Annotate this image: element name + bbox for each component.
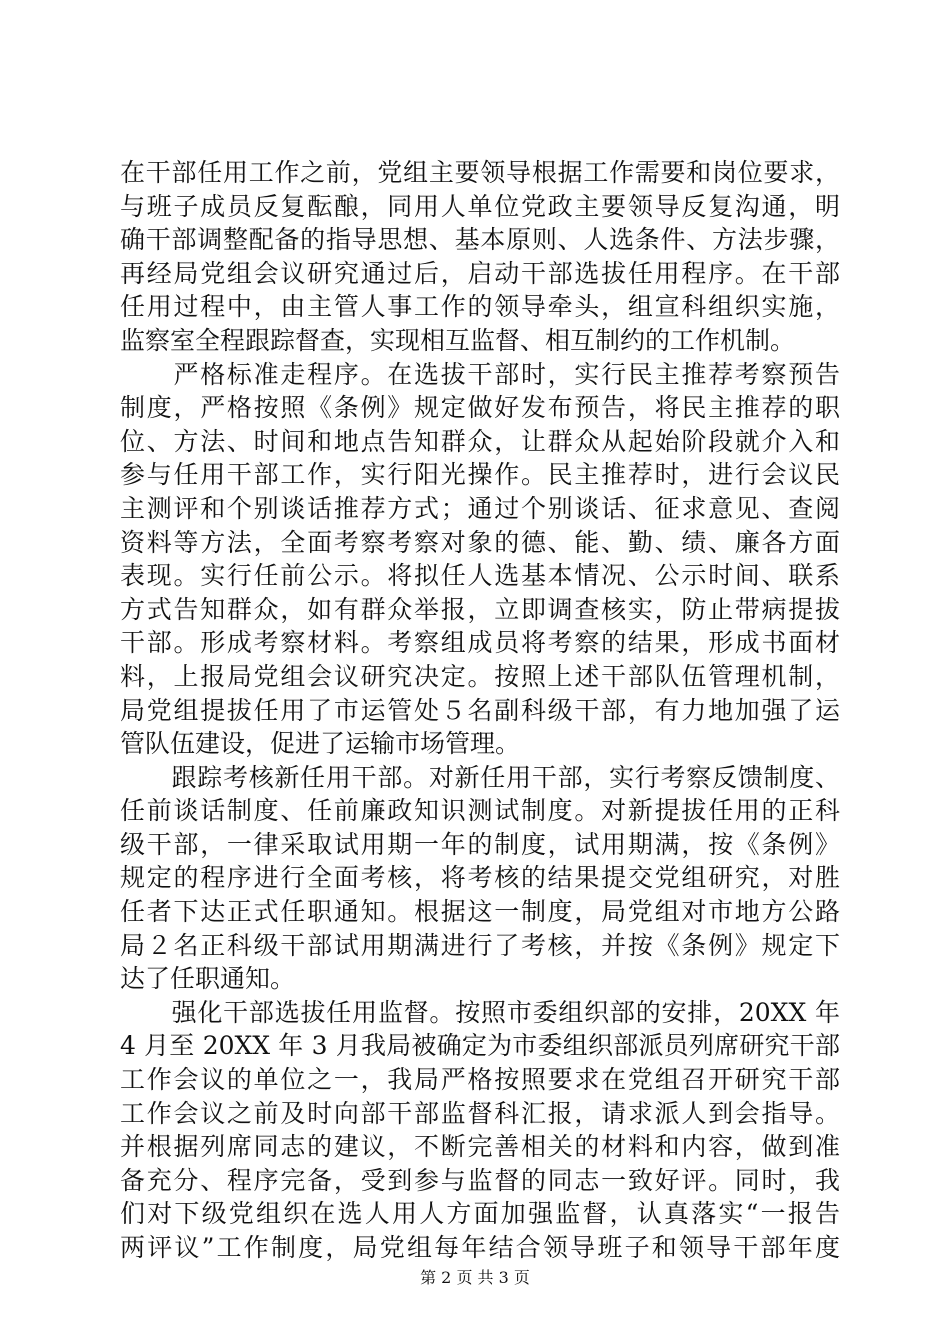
text-line: 任者下达正式任职通知。根据这一制度，局党组对市地方公路 xyxy=(120,897,840,927)
text-line: 达了任职通知。 xyxy=(120,964,296,994)
text-line: 两评议”工作制度，局党组每年结合领导班子和领导干部年度 xyxy=(120,1233,840,1262)
text-line: 跟踪考核新任用干部。对新任用干部，实行考察反馈制度、 xyxy=(120,762,840,792)
text-line: 规定的程序进行全面考核，将考核的结果提交党组研究，对胜 xyxy=(120,863,840,893)
text-line: 方式告知群众，如有群众举报，立即调查核实，防止带病提拔 xyxy=(120,594,840,624)
document-body xyxy=(120,156,840,1265)
text-line: 干部。形成考察材料。考察组成员将考察的结果，形成书面材 xyxy=(120,628,840,658)
text-line: 料，上报局党组会议研究决定。按照上述干部队伍管理机制， xyxy=(120,661,840,691)
text-line: 局２名正科级干部试用期满进行了考核，并按《条例》规定下 xyxy=(120,930,840,960)
text-line: 再经局党组会议研究通过后，启动干部选拔任用程序。在干部 xyxy=(120,258,840,288)
text-line: 制度，严格按照《条例》规定做好发布预告，将民主推荐的职 xyxy=(120,393,840,423)
text-line: 确干部调整配备的指导思想、基本原则、人选条件、方法步骤， xyxy=(120,225,840,255)
text-line: 局党组提拔任用了市运管处５名副科级干部，有力地加强了运 xyxy=(120,695,840,725)
text-line: 工作会议的单位之一，我局严格按照要求在党组召开研究干部 xyxy=(120,1065,840,1095)
text-line: 表现。实行任前公示。将拟任人选基本情况、公示时间、联系 xyxy=(120,561,840,591)
text-line: 管队伍建设，促进了运输市场管理。 xyxy=(120,729,521,759)
text-line: 们对下级党组织在选人用人方面加强监督，认真落实“一报告 xyxy=(120,1199,840,1229)
text-line: 4 月至 20XX 年 3 月我局被确定为市委组织部派员列席研究干部 xyxy=(120,1031,840,1061)
text-line: 任用过程中，由主管人事工作的领导牵头，组宣科组织实施， xyxy=(120,292,840,322)
text-line: 监察室全程跟踪督查，实现相互监督、相互制约的工作机制。 xyxy=(120,325,796,355)
page-footer: 第 2 页 共 3 页 xyxy=(420,1268,530,1287)
text-line: 资料等方法，全面考察考察对象的德、能、勤、绩、廉各方面 xyxy=(120,527,840,557)
text-line: 与班子成员反复酝酿，同用人单位党政主要领导反复沟通，明 xyxy=(120,191,840,221)
text-line: 任前谈话制度、任前廉政知识测试制度。对新提拔任用的正科 xyxy=(120,796,840,826)
text-line: 位、方法、时间和地点告知群众，让群众从起始阶段就介入和 xyxy=(120,426,840,456)
text-line: 并根据列席同志的建议，不断完善相关的材料和内容，做到准 xyxy=(120,1132,840,1162)
text-line: 工作会议之前及时向部干部监督科汇报，请求派人到会指导。 xyxy=(120,1098,840,1128)
text-line: 备充分、程序完备，受到参与监督的同志一致好评。同时，我 xyxy=(120,1165,840,1195)
text-line: 参与任用干部工作，实行阳光操作。民主推荐时，进行会议民 xyxy=(120,460,840,490)
text-line: 级干部，一律采取试用期一年的制度，试用期满，按《条例》 xyxy=(120,829,840,859)
text-line: 主测评和个别谈话推荐方式；通过个别谈话、征求意见、查阅 xyxy=(120,493,840,523)
text-line: 严格标准走程序。在选拔干部时，实行民主推荐考察预告 xyxy=(120,359,840,389)
text-line: 强化干部选拔任用监督。按照市委组织部的安排，20XX 年 xyxy=(120,997,840,1027)
text-line: 在干部任用工作之前，党组主要领导根据工作需要和岗位要求， xyxy=(120,158,840,187)
